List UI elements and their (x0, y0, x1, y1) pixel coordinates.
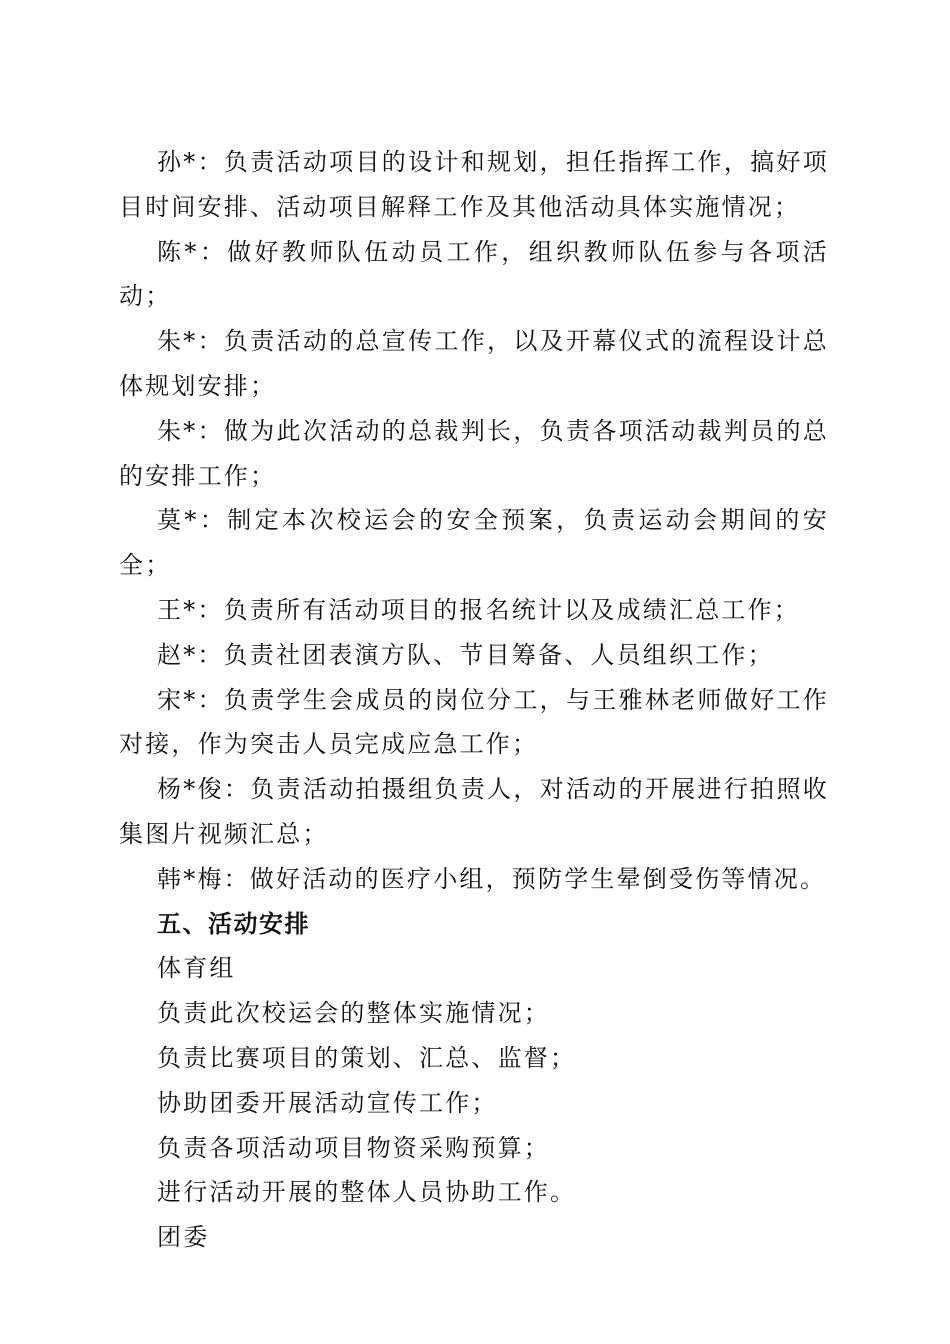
section-heading: 五、活动安排 (157, 909, 310, 938)
assignment-paragraph: 杨*俊：负责活动拍摄组负责人，对活动的开展进行拍照收集图片视频汇总； (119, 775, 829, 848)
assignment-paragraph: 孙*：负责活动项目的设计和规划，担任指挥工作，搞好项目时间安排、活动项目解释工作及其他活动具体实施情况； (119, 148, 829, 221)
document-body (119, 140, 829, 1260)
assignment-paragraph: 朱*：做为此次活动的总裁判长，负责各项活动裁判员的总的安排工作； (119, 416, 829, 490)
assignment-paragraph: 莫*：制定本次校运会的安全预案，负责运动会期间的安全； (119, 506, 829, 580)
sports-group-duty: 协助团委开展活动宣传工作； (157, 1088, 498, 1117)
sports-group-duty: 负责比赛项目的策划、汇总、监督； (157, 1043, 577, 1072)
sports-group-duty: 进行活动开展的整体人员协助工作。 (157, 1178, 577, 1207)
assignment-paragraph: 陈*：做好教师队伍动员工作，组织教师队伍参与各项活动； (119, 237, 829, 311)
sports-group-duty: 负责此次校运会的整体实施情况； (157, 999, 550, 1028)
youth-league-title: 团委 (157, 1223, 210, 1252)
assignment-paragraph: 朱*：负责活动的总宣传工作，以及开幕仪式的流程设计总体规划安排； (119, 327, 829, 400)
assignment-paragraph: 赵*：负责社团表演方队、节目筹备、人员组织工作； (157, 640, 774, 669)
assignment-paragraph: 宋*：负责学生会成员的岗位分工，与王雅林老师做好工作对接，作为突击人员完成应急工作； (119, 685, 829, 759)
assignment-paragraph: 韩*梅：做好活动的医疗小组，预防学生晕倒受伤等情况。 (157, 864, 827, 893)
sports-group-duty: 负责各项活动项目物资采购预算； (157, 1133, 550, 1162)
sports-group-title: 体育组 (157, 954, 236, 983)
assignment-paragraph: 王*：负责所有活动项目的报名统计以及成绩汇总工作； (157, 595, 800, 624)
